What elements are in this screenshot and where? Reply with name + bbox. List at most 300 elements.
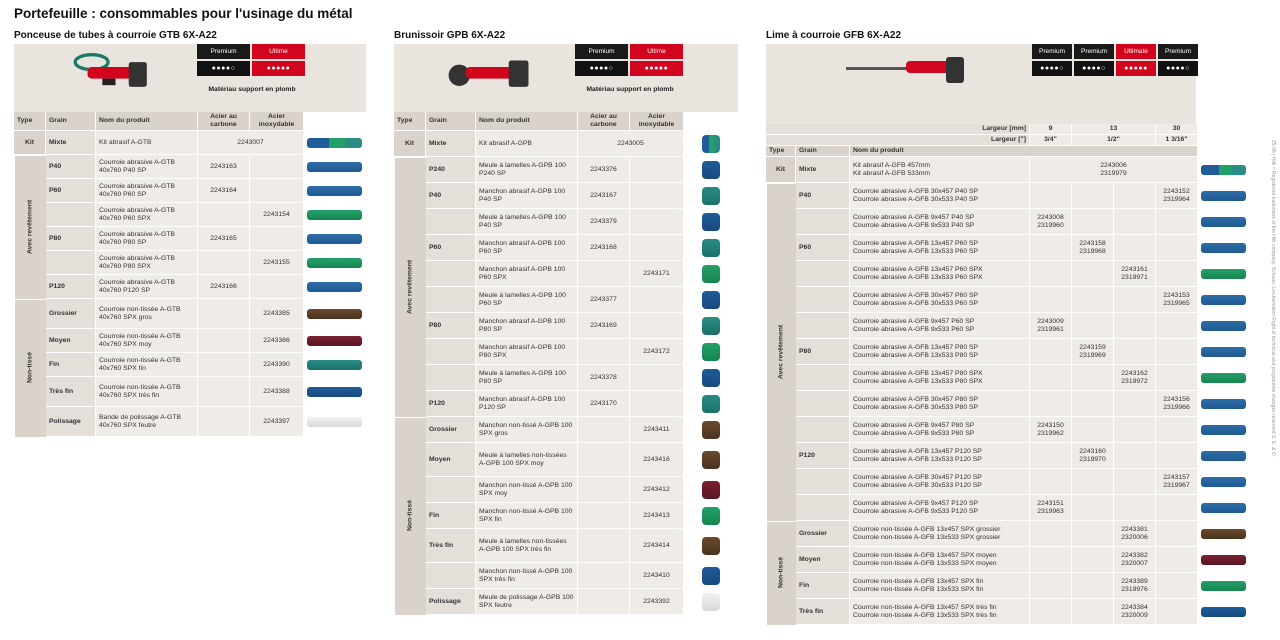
article-number: 2243166 [198, 275, 250, 299]
grain-cell: Fin [426, 503, 476, 529]
swatch-cell [304, 299, 366, 329]
article-number [1072, 599, 1114, 625]
table-row [394, 443, 738, 477]
article-number [1030, 365, 1072, 391]
grain-cell [426, 365, 476, 391]
grade-badges [1032, 44, 1198, 76]
article-number [630, 365, 684, 391]
type-cell: Avec revêtement [766, 183, 796, 521]
swatch-cell [684, 157, 738, 183]
product-name-cell: Courroie abrasive A-GFB 13x457 P60 SPX Courroie abrasive A-GFB 13x533 P60 SPX [850, 261, 1030, 287]
grain-cell: Polissage [426, 589, 476, 615]
swatch-cell [1198, 157, 1250, 183]
grain-cell: P120 [46, 275, 96, 299]
product-name-cell: Courroie non-tissée A-GFB 13x457 SPX très fin Courroie non-tissée A-GFB 13x533 SPX très fin [850, 599, 1030, 625]
product-name-cell: Meule de polissage A-GPB 100 SPX feutre [476, 589, 578, 615]
article-number: 2243170 [578, 391, 630, 417]
article-number: 2243385 [250, 299, 304, 329]
product-swatch [307, 258, 362, 268]
grain-cell [426, 477, 476, 503]
product-swatch [1201, 373, 1246, 383]
grain-cell [426, 287, 476, 313]
article-number [630, 157, 684, 183]
article-number [1114, 339, 1156, 365]
swatch-cell [1198, 573, 1250, 599]
width-inch-row [766, 135, 1250, 146]
article-number [1072, 261, 1114, 287]
article-number [198, 299, 250, 329]
product-swatch [1201, 477, 1246, 487]
product-name-cell: Kit abrasif A-GTB [96, 131, 198, 155]
product-swatch [1201, 607, 1246, 617]
table-row [394, 287, 738, 313]
table-row [394, 365, 738, 391]
grain-cell [796, 287, 850, 313]
product-swatch [702, 593, 720, 611]
grain-cell: P60 [46, 179, 96, 203]
product-name-cell: Manchon abrasif A-GPB 100 P120 SP [476, 391, 578, 417]
product-swatch [702, 161, 720, 179]
table-row [766, 469, 1250, 495]
grain-cell: Grossier [796, 521, 850, 547]
swatch-cell [304, 179, 366, 203]
width-label: Largeur ["] [766, 135, 1030, 146]
product-name-cell: Manchon abrasif A-GPB 100 P40 SP [476, 183, 578, 209]
table-row [766, 313, 1250, 339]
product-swatch [702, 481, 720, 499]
swatch-cell [304, 275, 366, 299]
product-swatch [307, 417, 362, 427]
grain-cell: P60 [426, 235, 476, 261]
swatch-cell [1198, 547, 1250, 573]
article-number [1114, 469, 1156, 495]
swatch-cell [1198, 235, 1250, 261]
table-row [394, 391, 738, 417]
table-row [14, 203, 366, 227]
article-number [578, 261, 630, 287]
product-header [14, 44, 366, 112]
swatch-cell [1198, 417, 1250, 443]
article-number [1072, 365, 1114, 391]
grain-cell: P120 [426, 391, 476, 417]
article-number [1030, 183, 1072, 209]
product-name-cell: Kit abrasif A-GPB [476, 131, 578, 157]
grain-cell [426, 261, 476, 287]
article-number [198, 329, 250, 353]
swatch-cell [684, 235, 738, 261]
table-row [14, 227, 366, 251]
swatch-cell [1198, 261, 1250, 287]
product-name-cell: Meule à lamelles non-tissées A-GPB 100 SPX très fin [476, 529, 578, 563]
product-swatch [702, 317, 720, 335]
table-row [14, 251, 366, 275]
product-swatch [702, 395, 720, 413]
grain-cell: P80 [426, 313, 476, 339]
table-row [14, 155, 366, 179]
swatch-cell [684, 313, 738, 339]
type-cell: Kit [14, 131, 46, 155]
product-swatch [1201, 503, 1246, 513]
lead-material-note: Matériau support en plomb [208, 86, 296, 93]
article-number [1030, 547, 1072, 573]
product-swatch [1201, 217, 1246, 227]
article-number: 2243159 2319969 [1072, 339, 1114, 365]
article-number: 2243392 [630, 589, 684, 615]
product-swatch [1201, 451, 1246, 461]
article-number: 2243164 [198, 179, 250, 203]
product-name-cell: Courroie abrasive A-GTB 40x760 P80 SP [96, 227, 198, 251]
panel-title-gtb: Ponceuse de tubes à courroie GTB 6X-A22 [14, 30, 217, 41]
table-row [766, 495, 1250, 521]
article-number [1156, 573, 1198, 599]
article-number [1114, 313, 1156, 339]
article-number [1156, 365, 1198, 391]
premium-badge: Premium ●●●●○ [1032, 44, 1072, 76]
table-row [766, 261, 1250, 287]
article-number [578, 339, 630, 365]
product-swatch [702, 135, 720, 153]
grain-cell [796, 469, 850, 495]
article-number: 2243167 [578, 183, 630, 209]
table-row [766, 391, 1250, 417]
product-swatch [307, 336, 362, 346]
table-row [14, 299, 366, 329]
article-number [1072, 469, 1114, 495]
swatch-cell [1198, 365, 1250, 391]
article-number [1030, 443, 1072, 469]
article-number [1156, 235, 1198, 261]
table-row [394, 261, 738, 287]
table-row [766, 365, 1250, 391]
table-row [14, 131, 366, 155]
product-swatch [1201, 555, 1246, 565]
article-number [578, 477, 630, 503]
swatch-cell [684, 209, 738, 235]
grain-cell: P60 [796, 235, 850, 261]
type-cell: Non-tissé [14, 299, 46, 437]
product-name-cell: Courroie non-tissée A-GTB 40x760 SPX gros [96, 299, 198, 329]
table-row [14, 377, 366, 407]
product-swatch [1201, 399, 1246, 409]
table-row [766, 157, 1250, 183]
swatch-cell [1198, 287, 1250, 313]
product-name-cell: Courroie abrasive A-GFB 9x457 P60 SP Courroie abrasive A-GFB 9x533 P60 SP [850, 313, 1030, 339]
article-number [1072, 573, 1114, 599]
table-row [394, 183, 738, 209]
width-value: 1/2" [1072, 135, 1156, 146]
type-cell: Avec revêtement [14, 155, 46, 299]
table-row [766, 287, 1250, 313]
article-number [1072, 209, 1114, 235]
article-number [578, 443, 630, 477]
product-name-cell: Courroie non-tissée A-GFB 13x457 SPX fin Courroie non-tissée A-GFB 13x533 SPX fin [850, 573, 1030, 599]
tube-belt-sander-image [14, 44, 194, 100]
premium-badge: Premium ●●●●○ [575, 44, 628, 76]
product-swatch [307, 186, 362, 196]
product-header [394, 44, 738, 112]
product-swatch [307, 138, 362, 148]
article-number [198, 407, 250, 437]
table-row [394, 589, 738, 615]
article-number [578, 417, 630, 443]
article-number [1030, 521, 1072, 547]
width-value: 9 [1030, 124, 1072, 135]
product-name-cell: Courroie abrasive A-GFB 13x457 P80 SPX Courroie abrasive A-GFB 13x533 P80 SPX [850, 365, 1030, 391]
grain-cell: P80 [46, 227, 96, 251]
table-row [394, 235, 738, 261]
col-grain: Grain [796, 146, 850, 157]
article-number: 2243005 [578, 131, 684, 157]
grain-cell: Moyen [46, 329, 96, 353]
product-swatch [702, 507, 720, 525]
article-number [1072, 521, 1114, 547]
grain-cell [426, 563, 476, 589]
spacer [1198, 124, 1250, 135]
product-name-cell: Courroie non-tissée A-GTB 40x760 SPX moy [96, 329, 198, 353]
grain-cell: P240 [426, 157, 476, 183]
product-swatch [1201, 529, 1246, 539]
article-number: 2243153 2319965 [1156, 287, 1198, 313]
swatch-cell [304, 353, 366, 377]
article-number: 2243151 2319963 [1030, 495, 1072, 521]
product-swatch [702, 451, 720, 469]
article-number: 2243377 [578, 287, 630, 313]
article-number [1072, 391, 1114, 417]
article-number: 2243168 [578, 235, 630, 261]
article-number [1114, 287, 1156, 313]
product-name-cell: Manchon abrasif A-GPB 100 P60 SPX [476, 261, 578, 287]
product-name-cell: Manchon abrasif A-GPB 100 P80 SPX [476, 339, 578, 365]
swatch-cell [684, 477, 738, 503]
article-number: 2243150 2319962 [1030, 417, 1072, 443]
panel-gtb [14, 30, 366, 437]
product-name-cell: Meule à lamelles A-GPB 100 P240 SP [476, 157, 578, 183]
swatch-cell [684, 287, 738, 313]
table-row [14, 275, 366, 299]
article-number: 2243161 2319971 [1114, 261, 1156, 287]
grain-cell [796, 209, 850, 235]
article-number [250, 179, 304, 203]
product-name-cell: Manchon abrasif A-GPB 100 P80 SP [476, 313, 578, 339]
article-number: 2243414 [630, 529, 684, 563]
swatch-cell [304, 329, 366, 353]
article-number [1072, 287, 1114, 313]
product-name-cell: Meule à lamelles A-GPB 100 P80 SP [476, 365, 578, 391]
product-name-cell: Courroie abrasive A-GTB 40x760 P120 SP [96, 275, 198, 299]
article-number [1156, 313, 1198, 339]
product-name-cell: Manchon non-tissé A-GPB 100 SPX très fin [476, 563, 578, 589]
width-value: 3/4" [1030, 135, 1072, 146]
col-grain: Grain [46, 112, 96, 131]
article-number [1030, 573, 1072, 599]
grain-cell: Mixte [796, 157, 850, 183]
table-row [766, 599, 1250, 625]
article-number [1156, 599, 1198, 625]
article-number [1114, 235, 1156, 261]
product-name-cell: Meule à lamelles non-tissées A-GPB 100 SPX moy [476, 443, 578, 477]
panel-title-gfb: Lime à courroie GFB 6X-A22 [766, 30, 902, 41]
grain-cell: Moyen [796, 547, 850, 573]
article-number: 2243397 [250, 407, 304, 437]
type-cell: Non-tissé [394, 417, 426, 615]
width-value: 1 3/16" [1156, 135, 1198, 146]
product-name-cell: Courroie abrasive A-GTB 40x760 P60 SPX [96, 203, 198, 227]
article-number [1072, 183, 1114, 209]
swatch-cell [684, 391, 738, 417]
article-number: 2243169 [578, 313, 630, 339]
table-row [394, 503, 738, 529]
product-name-cell: Courroie abrasive A-GFB 30x457 P60 SP Courroie abrasive A-GFB 30x533 P60 SP [850, 287, 1030, 313]
article-number: 2243007 [198, 131, 304, 155]
grain-cell: Grossier [46, 299, 96, 329]
swatch-cell [1198, 495, 1250, 521]
article-number: 2243009 2319961 [1030, 313, 1072, 339]
width-label: Largeur [mm] [766, 124, 1030, 135]
article-number [198, 203, 250, 227]
article-number: 2243008 2319960 [1030, 209, 1072, 235]
article-number: 2243416 [630, 443, 684, 477]
product-swatch [702, 291, 720, 309]
article-number: 2243163 [198, 155, 250, 179]
article-number [198, 353, 250, 377]
product-swatch [702, 213, 720, 231]
product-swatch [702, 567, 720, 585]
article-number [1156, 495, 1198, 521]
grade-badges [197, 44, 305, 76]
table-row [14, 353, 366, 377]
product-name-cell: Courroie non-tissée A-GTB 40x760 SPX fin [96, 353, 198, 377]
col-image [684, 112, 738, 131]
grain-cell [426, 209, 476, 235]
article-number: 2243006 2319979 [1030, 157, 1198, 183]
swatch-cell [304, 227, 366, 251]
table-row [394, 209, 738, 235]
article-number [1156, 521, 1198, 547]
type-cell: Non-tissé [766, 521, 796, 625]
swatch-cell [1198, 599, 1250, 625]
swatch-cell [1198, 209, 1250, 235]
gfb-table [766, 124, 1250, 625]
table-row [14, 329, 366, 353]
column-header-row [766, 146, 1250, 157]
article-number [630, 287, 684, 313]
swatch-cell [684, 183, 738, 209]
product-swatch [1201, 347, 1246, 357]
page-title: Portefeuille : consommables pour l'usinage du métal [14, 6, 353, 21]
article-number: 2243156 2319966 [1156, 391, 1198, 417]
ultime-badge: Ultime ●●●●● [252, 44, 305, 76]
article-number: 2243413 [630, 503, 684, 529]
product-name-cell: Courroie abrasive A-GFB 30x457 P40 SP Courroie abrasive A-GFB 30x533 P40 SP [850, 183, 1030, 209]
article-number [578, 563, 630, 589]
article-number [1030, 469, 1072, 495]
grain-cell [796, 261, 850, 287]
article-number [1030, 339, 1072, 365]
grain-cell: Grossier [426, 417, 476, 443]
grain-cell: P40 [426, 183, 476, 209]
table-row [14, 407, 366, 437]
swatch-cell [684, 529, 738, 563]
swatch-cell [684, 131, 738, 157]
grain-cell: P120 [796, 443, 850, 469]
product-swatch [1201, 321, 1246, 331]
article-number [578, 503, 630, 529]
swatch-cell [684, 365, 738, 391]
article-number [630, 313, 684, 339]
article-number [1156, 547, 1198, 573]
premium-badge: Premium ●●●●○ [197, 44, 250, 76]
swatch-cell [1198, 443, 1250, 469]
gpb-table [394, 112, 738, 615]
article-number: 2243386 [250, 329, 304, 353]
product-swatch [1201, 425, 1246, 435]
swatch-cell [684, 417, 738, 443]
article-number: 2243384 2320009 [1114, 599, 1156, 625]
grain-cell: Moyen [426, 443, 476, 477]
table-row [14, 179, 366, 203]
article-number [1072, 417, 1114, 443]
article-number: 2243154 [250, 203, 304, 227]
article-number [1114, 209, 1156, 235]
article-number [578, 589, 630, 615]
col-stainless-steel: Acier inoxydable [630, 112, 684, 131]
product-swatch [1201, 243, 1246, 253]
table-row [766, 573, 1250, 599]
product-name-cell: Meule à lamelles A-GPB 100 P40 SP [476, 209, 578, 235]
grain-cell [46, 251, 96, 275]
col-stainless-steel: Acier inoxydable [250, 112, 304, 131]
product-header [766, 44, 1196, 124]
grain-cell: P40 [796, 183, 850, 209]
swatch-cell [1198, 313, 1250, 339]
product-name-cell: Courroie abrasive A-GFB 9x457 P80 SP Courroie abrasive A-GFB 9x533 P80 SP [850, 417, 1030, 443]
panel-gfb [766, 30, 1254, 625]
article-number [1114, 443, 1156, 469]
width-mm-row [766, 124, 1250, 135]
article-number: 2243171 [630, 261, 684, 287]
lead-material-note: Matériau support en plomb [586, 86, 674, 93]
col-product: Nom du produit [96, 112, 198, 131]
article-number: 2243389 2319976 [1114, 573, 1156, 599]
product-swatch [307, 282, 362, 292]
article-number [1114, 183, 1156, 209]
swatch-cell [304, 251, 366, 275]
article-number: 2243155 [250, 251, 304, 275]
swatch-cell [684, 589, 738, 615]
product-name-cell: Manchon abrasif A-GPB 100 P60 SP [476, 235, 578, 261]
product-name-cell: Courroie abrasive A-GFB 13x457 P80 SP Courroie abrasive A-GFB 13x533 P80 SP [850, 339, 1030, 365]
swatch-cell [1198, 391, 1250, 417]
swatch-cell [304, 131, 366, 155]
product-name-cell: Kit abrasif A-GFB 457mm Kit abrasif A-GFB 533mm [850, 157, 1030, 183]
product-swatch [307, 360, 362, 370]
product-name-cell: Courroie abrasive A-GFB 9x457 P40 SP Courroie abrasive A-GFB 9x533 P40 SP [850, 209, 1030, 235]
swatch-cell [1198, 339, 1250, 365]
col-grain: Grain [426, 112, 476, 131]
table-row [766, 417, 1250, 443]
article-number [1114, 391, 1156, 417]
product-swatch [1201, 581, 1246, 591]
article-number [1030, 235, 1072, 261]
type-cell: Avec revêtement [394, 157, 426, 417]
product-name-cell: Courroie non-tissée A-GFB 13x457 SPX moyen Courroie non-tissée A-GFB 13x533 SPX moyen [850, 547, 1030, 573]
product-name-cell: Courroie abrasive A-GFB 13x457 P120 SP Courroie abrasive A-GFB 13x533 P120 SP [850, 443, 1030, 469]
grain-cell [426, 339, 476, 365]
product-name-cell: Courroie abrasive A-GFB 9x457 P120 SP Courroie abrasive A-GFB 9x533 P120 SP [850, 495, 1030, 521]
grain-cell: Mixte [46, 131, 96, 155]
article-number: 2243390 [250, 353, 304, 377]
grain-cell: Polissage [46, 407, 96, 437]
